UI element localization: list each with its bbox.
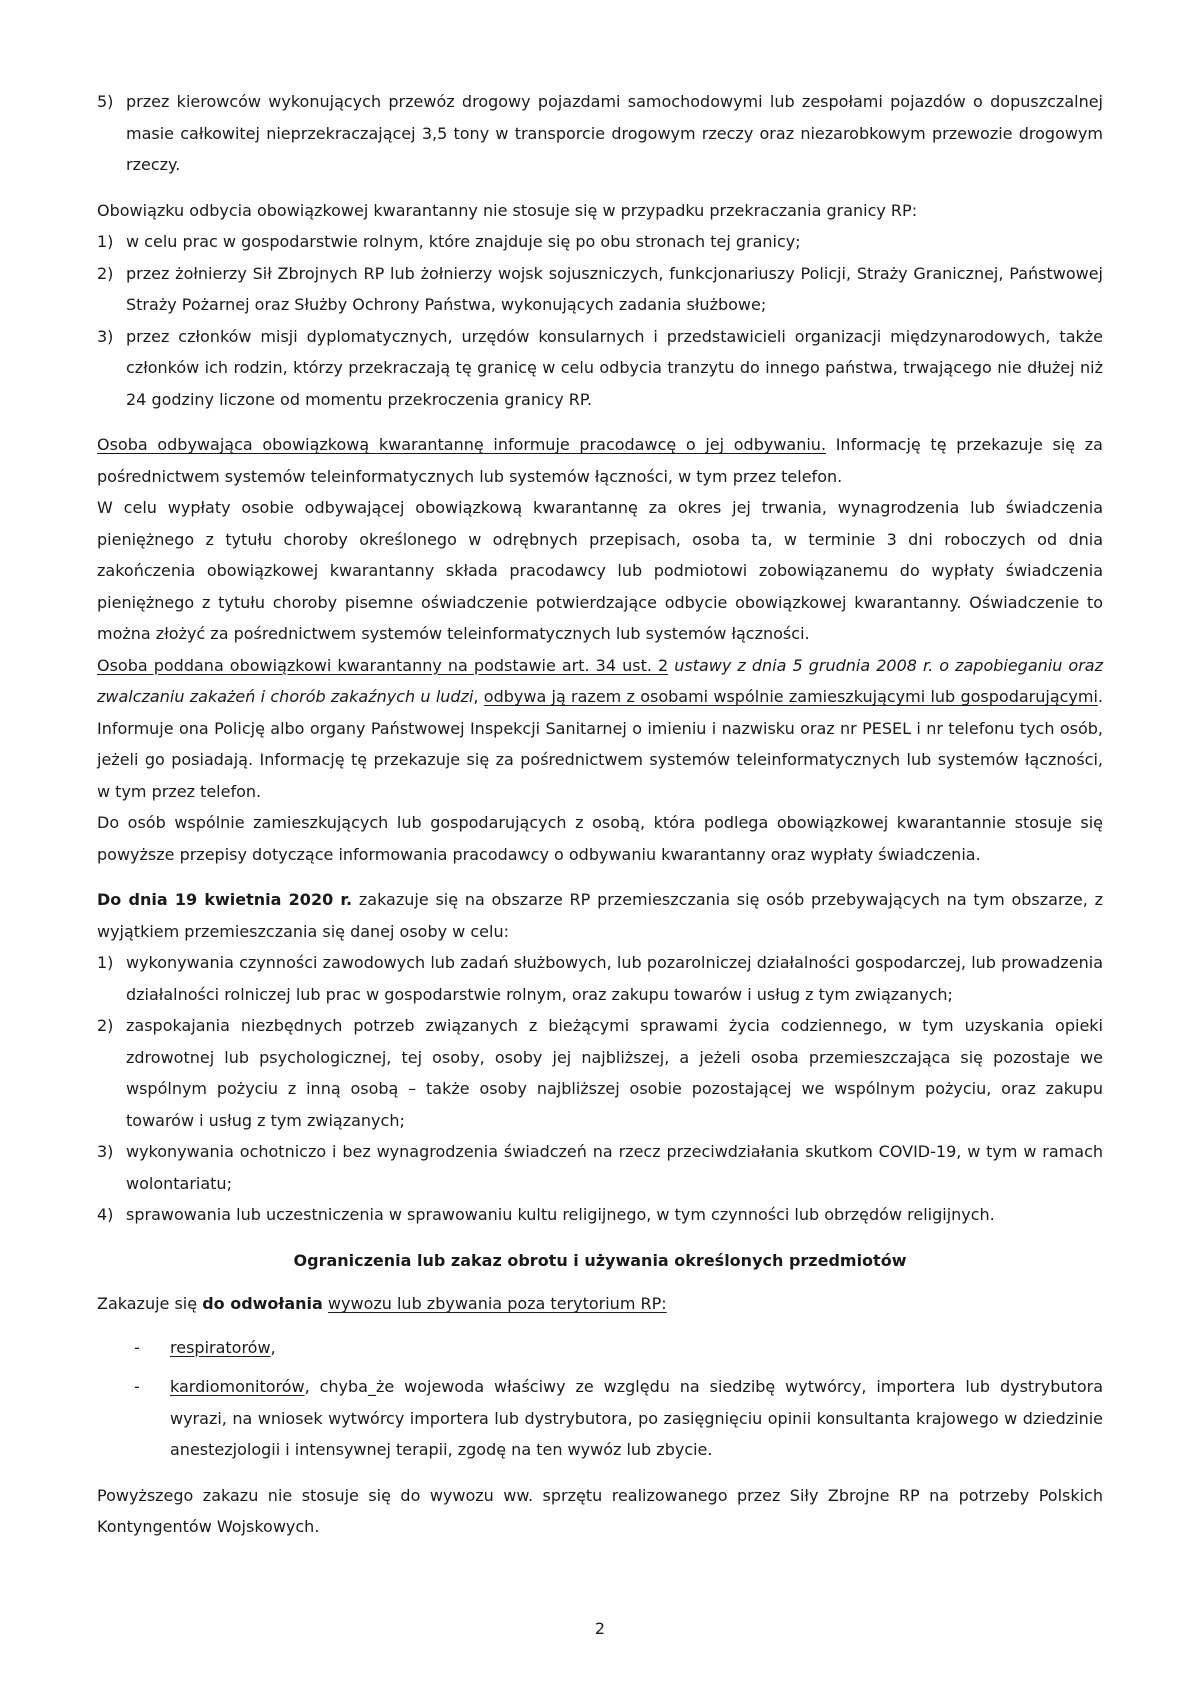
list-item — [97, 258, 1103, 321]
dash-bullet: - — [134, 1337, 140, 1357]
cohabitants-comma: , — [473, 687, 484, 706]
final-paragraph: Powyższego zakazu nie stosuje się do wywozu ww. sprzętu realizowanego przez Siły Zbrojne RP na potrzeby Polskich Kontyngentów Wojskowych. — [97, 1485, 1103, 1536]
list-item-text: zaspokajania niezbędnych potrzeb związanych z bieżącymi sprawami życia codziennego, w tym uzyskania opieki zdrowotnej lub psychologicznej, tej osoby, osoby jej najbliższej, a jeżeli osoba przemieszczająca się pozostaje we wspólnym pożyciu z inną osobą – także osoby najbliższej osobie pozostającej we wspólnym pożyciu, oraz zakupu towarów i usług z tym związanych; — [126, 1016, 1103, 1130]
list-item-number: 3) — [97, 326, 114, 346]
movement-deadline: Do dnia 19 kwietnia 2020 r. — [97, 890, 353, 909]
list-item-number: 1) — [97, 232, 114, 251]
ban-item-rest: , — [270, 1337, 276, 1357]
list-item-number: 3) — [97, 1142, 114, 1161]
list-item — [97, 321, 1103, 416]
list-item — [97, 86, 1103, 181]
ban-intro-lead: Zakazuje się — [97, 1294, 203, 1313]
employer-info-rest: Informację tę przekazuje się za pośrednictwem systemów teleinformatycznych lub systemów łączności, w tym przez telefon. — [97, 435, 1103, 486]
ban-item — [97, 1371, 1103, 1466]
list-item-text: w celu prac w gospodarstwie rolnym, które znajduje się po obu stronach tej granicy; — [126, 232, 801, 251]
act-title: ustawy z dnia 5 grudnia 2008 r. o zapobieganiu oraz zwalczaniu zakażeń i chorób zakaźnych u ludzi — [97, 655, 1104, 706]
list-item-text: przez żołnierzy Sił Zbrojnych RP lub żołnierzy wojsk sojuszniczych, funkcjonariuszy Policji, Straży Granicznej, Państwowej Straży Pożarnej oraz Służby Ochrony Państwa, wykonujących zadania służbowe; — [126, 263, 1103, 314]
list-item-number: 5) — [97, 92, 114, 111]
list-item — [97, 947, 1103, 1010]
list-item-number: 2) — [97, 1016, 114, 1035]
cohabitants-underlined-2: odbywa ją razem z osobami wspólnie zamieszkującymi lub gospodarującymi — [483, 687, 1098, 706]
ban-item-name: respiratorów — [170, 1337, 271, 1357]
payment-paragraph: W celu wypłaty osobie odbywającej obowiązkową kwarantannę za okres jej trwania, wynagrodzenia lub świadczenia pieniężnego z tytułu choroby określonego w odrębnych przepisach, osoba ta, w terminie 3 dni roboczych od dnia zakończenia obowiązkowej kwarantanny składa pracodawcy lub podmiotowi zobowiązanemu do wypłaty świadczenia pieniężnego z tytułu choroby pisemne oświadczenie potwierdzające odbycie obowiązkowej kwarantanny. Oświadczenie to można złożyć za pośrednictwem systemów teleinformatycznych lub systemów łączności. — [97, 498, 1103, 643]
list-item-text: wykonywania ochotniczo i bez wynagrodzenia świadczeń na rzecz przeciwdziałania skutkom COVID-19, w tym w ramach wolontariatu; — [126, 1142, 1103, 1193]
list-item-number: 1) — [97, 953, 114, 972]
ban-item-name: kardiomonitorów — [170, 1377, 305, 1396]
list-item-text: wykonywania czynności zawodowych lub zadań służbowych, lub pozarolniczej działalności gospodarczej, lub prowadzenia działalności rolniczej lub prac w gospodarstwie rolnym, oraz zakupu towarów i usług z tym związanych; — [126, 953, 1103, 1004]
exemption-intro: Obowiązku odbycia obowiązkowej kwarantanny nie stosuje się w przypadku przekraczania granicy RP: — [97, 200, 918, 220]
list-item-text: przez kierowców wykonujących przewóz drogowy pojazdami samochodowymi lub zespołami pojazdów o dopuszczalnej masie całkowitej nieprzekraczającej 3,5 tony w transporcie drogowym rzeczy oraz niezarobkowym przewozie drogowym rzeczy. — [126, 92, 1103, 174]
list-item-text: przez członków misji dyplomatycznych, urzędów konsularnych i przedstawicieli organizacji międzynarodowych, także członków ich rodzin, którzy przekraczają tę granicę w celu odbycia tranzytu do innego państwa, trwającego nie dłużej niż 24 godziny liczone od momentu przekroczenia granicy RP. — [126, 326, 1103, 409]
cohabitants-rules-paragraph: Do osób wspólnie zamieszkujących lub gospodarujących z osobą, która podlega obowiązkowej kwarantannie stosuje się powyższe przepisy dotyczące informowania pracodawcy o odbywaniu kwarantanny oraz wypłaty świadczenia. — [97, 813, 1103, 864]
ban-intro-underlined: wywozu lub zbywania poza terytorium RP: — [327, 1294, 667, 1313]
section-heading: Ograniczenia lub zakaz obrotu i używania określonych przedmiotów — [293, 1250, 907, 1270]
movement-intro-rest: zakazuje się na obszarze RP przemieszczania się osób przebywających na tym obszarze, z wyjątkiem przemieszczania się danej osoby w celu: — [97, 890, 1103, 941]
exemption-list — [97, 226, 1103, 415]
list-item-number: 4) — [97, 1205, 114, 1224]
list-item — [97, 1136, 1103, 1199]
ban-intro — [97, 1288, 1103, 1320]
employer-info-paragraph — [97, 429, 1103, 492]
ban-items-list — [97, 1332, 1103, 1466]
page-number: 2 — [594, 1619, 606, 1638]
list-item-text: sprawowania lub uczestniczenia w sprawowaniu kultu religijnego, w tym czynności lub obrzędów religijnych. — [126, 1205, 995, 1224]
employer-info-underlined: Osoba odbywająca obowiązkową kwarantannę informuje pracodawcę o jej odbywaniu. — [97, 435, 827, 454]
cohabitants-rest: . Informuje ona Policję albo organy Państwowej Inspekcji Sanitarnej o imieniu i nazwisku oraz nr PESEL i nr telefonu tych osób, jeżeli go posiadają. Informację tę przekazuje się za pośrednictwem systemów teleinformatycznych lub systemów łączności, w tym przez telefon. — [97, 687, 1104, 801]
ban-intro-bold: do odwołania — [202, 1294, 323, 1313]
ban-item — [97, 1332, 1103, 1364]
movement-list — [97, 947, 1103, 1231]
cohabitants-paragraph — [97, 650, 1103, 808]
list-item — [97, 226, 1103, 258]
list-item — [97, 1010, 1103, 1136]
dash-bullet: - — [134, 1377, 140, 1396]
movement-intro — [97, 884, 1103, 947]
ban-item-rest: , chyba_że wojewoda właściwy ze względu na siedzibę wytwórcy, importera lub dystrybutora wyrazi, na wniosek wytwórcy importera lub dystrybutora, po zasięgnięciu opinii konsultanta krajowego w dziedzinie anestezjologii i intensywnej terapii, zgodę na ten wywóz lub zbycie. — [170, 1377, 1103, 1459]
transport-list — [97, 86, 1103, 181]
list-item-number: 2) — [97, 263, 114, 283]
list-item — [97, 1199, 1103, 1231]
cohabitants-underlined-1: Osoba poddana obowiązkowi kwarantanny na podstawie art. 34 ust. 2 — [97, 655, 669, 675]
